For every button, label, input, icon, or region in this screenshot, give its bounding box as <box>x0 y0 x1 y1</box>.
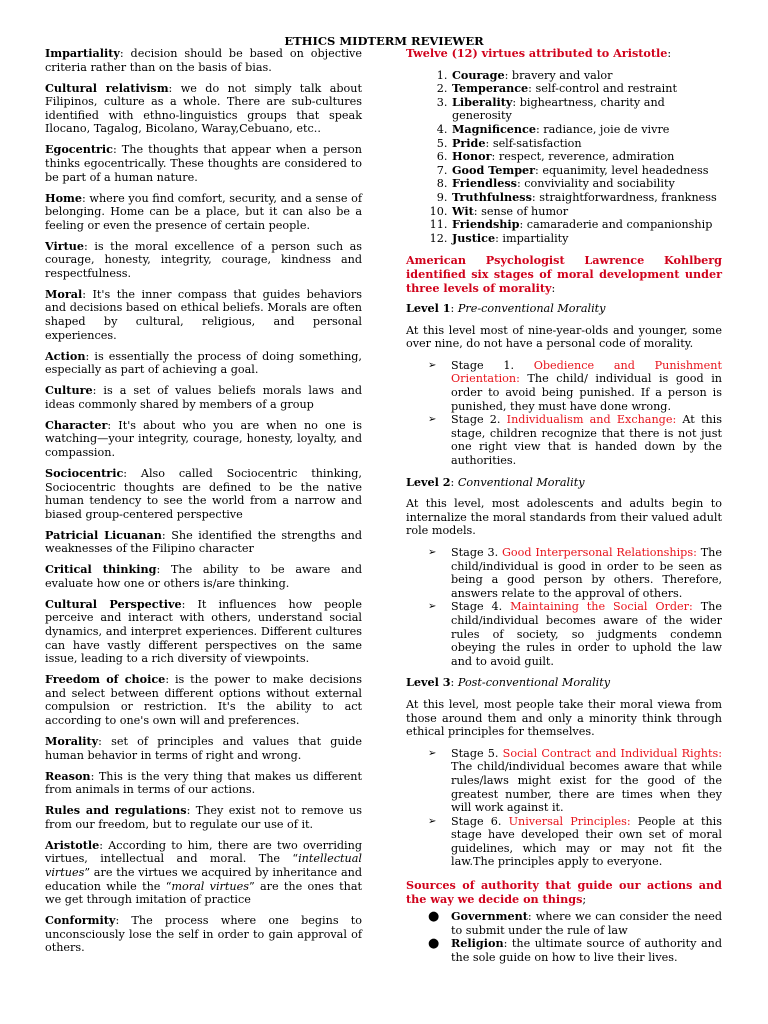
level-name: Pre-conventional Morality <box>457 302 606 316</box>
term: Home <box>45 190 82 205</box>
list-item <box>451 96 722 123</box>
level-3-title <box>406 676 722 690</box>
level-label: Level 3 <box>406 675 451 690</box>
virtue-name: Liberality <box>452 94 513 109</box>
virtue-name: Good Temper <box>452 162 536 177</box>
virtue-desc: : bigheartness, charity and generosity <box>452 95 665 123</box>
heading-colon: : <box>551 281 556 295</box>
definition-text: : is the power to make decisions and select between different options without external compulsion or restriction. It's the ability to act according to one's own will and preferences. <box>45 673 362 728</box>
definition-text: : According to him, there are two overriding virtues, intellectual and moral. The “ <box>45 838 362 866</box>
virtue-name: Magnificence <box>452 121 536 136</box>
term: Character <box>45 417 108 432</box>
virtue-desc: : camaraderie and companionship <box>519 218 713 232</box>
list-item <box>451 123 722 137</box>
list-item <box>428 359 722 413</box>
list-item <box>428 747 722 815</box>
heading-text: Twelve (12) virtues attributed to Aristotle <box>406 46 668 60</box>
sources-list <box>406 910 722 964</box>
definition-text: : we do not simply talk about Filipinos, culture as a whole. There are sub-cultures identified with ethno-linguistics groups that speak Ilocano, Tagalog, Bicolano, Waray,Cebuano, etc.. <box>45 81 362 136</box>
term: Impartiality <box>45 46 120 60</box>
definition-text: : She identified the strengths and weaknesses of the Filipino character <box>45 528 362 556</box>
stage-name: Good Interpersonal Relationships: <box>501 546 697 559</box>
definition-text: : It's the inner compass that guides behaviors and decisions based on ethical beliefs. Morals are often shaped by cultural, religious, and personal experiences. <box>45 287 362 342</box>
arrow-bullet-icon: ➢ <box>428 601 437 613</box>
level-3-stages <box>406 747 722 869</box>
list-item <box>451 82 722 96</box>
arrow-bullet-icon: ➢ <box>428 815 437 827</box>
source-name: Government <box>451 909 528 924</box>
kohlberg-heading <box>406 254 722 295</box>
definition-morality <box>45 735 362 762</box>
heading-text: Sources of authority that guide our actions and the way we decide on things <box>406 878 722 906</box>
virtue-name: Pride <box>452 135 486 150</box>
heading-text: American Psychologist Lawrence Kohlberg identified six stages of moral development under three levels of morality <box>406 253 722 295</box>
list-item <box>428 815 722 869</box>
definition-virtue <box>45 240 362 281</box>
term: Egocentric <box>45 142 113 157</box>
definition-text: : is essentially the process of doing something, especially as part of achieving a goal. <box>45 349 362 377</box>
virtue-name: Friendless <box>452 176 517 191</box>
list-item <box>451 164 722 178</box>
definition-text: ” are the virtues we acquired by inheritance and education while the “ <box>45 865 362 893</box>
definition-moral <box>45 288 362 342</box>
level-2-description: At this level, most adolescents and adults begin to internalize the moral standards from their valued adult role models. <box>406 497 722 538</box>
virtue-desc: : equanimity, level headedness <box>535 163 709 177</box>
arrow-bullet-icon: ➢ <box>428 414 437 426</box>
list-item <box>428 413 722 467</box>
term: Patricial Licuanan <box>45 527 162 542</box>
level-label: Level 1 <box>406 301 451 316</box>
term: Cultural relativism <box>45 80 169 95</box>
virtue-desc: : impartiality <box>495 231 569 245</box>
term: Freedom of choice <box>45 672 166 687</box>
list-item <box>428 546 722 600</box>
italic-term: moral virtues <box>171 879 249 893</box>
virtues-heading <box>406 47 722 61</box>
definition-cultural-relativism <box>45 82 362 136</box>
definition-text: : Also called Sociocentric thinking, Sociocentric thoughts are defined to be the native human tendency to see the world from a narrow and biased group-centered perspective <box>45 466 362 521</box>
page-title: ETHICS MIDTERM REVIEWER <box>284 34 484 48</box>
stage-number: Stage 2. <box>451 413 507 427</box>
term: Cultural Perspective <box>45 596 182 611</box>
list-item <box>451 137 722 151</box>
definition-aristotle <box>45 839 362 907</box>
term: Reason <box>45 768 91 783</box>
virtue-desc: : conviviality and sociability <box>516 177 675 191</box>
stage-number: Stage 6. <box>451 814 509 828</box>
virtue-desc: : self-satisfaction <box>485 136 582 150</box>
virtue-name: Temperance <box>452 81 529 96</box>
stage-text: People at this stage have developed their own set of moral guidelines, which may or may not fit the law.The principles apply to everyone. <box>451 814 722 869</box>
definition-text: ” are the ones that we get through imitation of practice <box>45 879 362 907</box>
stage-text: The child/ individual is good in order to avoid being punished. If a person is punished, they must have done wrong. <box>451 372 722 413</box>
definition-egocentric <box>45 143 362 184</box>
level-name: Post-conventional Morality <box>457 676 611 690</box>
virtue-name: Wit <box>452 203 474 218</box>
definition-text: : It influences how people perceive and interact with others, understand social dynamics, and interpret experiences. Different cultures can have vastly different perspectives on the same issue, leading to a rich diversity of viewpoints. <box>45 597 362 666</box>
definition-text: : is a set of values beliefs morals laws and ideas commonly shared by members of a group <box>45 384 362 411</box>
level-label: Level 2 <box>406 474 451 489</box>
definition-text: : The ability to be aware and evaluate how one or others is/are thinking. <box>45 563 362 590</box>
stage-number: Stage 4. <box>451 600 511 614</box>
list-item <box>451 218 722 232</box>
definition-sociocentric <box>45 467 362 521</box>
virtues-list <box>406 69 722 246</box>
virtue-name: Justice <box>452 230 496 245</box>
definition-conformity <box>45 914 362 955</box>
arrow-bullet-icon: ➢ <box>428 359 437 371</box>
list-item <box>428 937 722 964</box>
stage-text: The child/individual becomes aware that while rules/laws might exist for the good of the greatest number, there are times when they will work against it. <box>451 760 722 815</box>
stage-text: The child/individual becomes aware of the wider rules of society, so judgments condemn obeying the rules in order to uphold the law and to avoid guilt. <box>451 600 722 668</box>
virtue-name: Courage <box>452 67 505 82</box>
term: Action <box>45 348 86 363</box>
level-1-title <box>406 302 722 316</box>
definition-text: : set of principles and values that guide human behavior in terms of right and wrong. <box>45 735 362 762</box>
virtue-desc: : straightforwardness, frankness <box>531 190 717 204</box>
definition-text: : They exist not to remove us from our freedom, but to regulate our use of it. <box>45 804 363 831</box>
stage-name: Individualism and Exchange: <box>506 413 677 427</box>
virtue-desc: : radiance, joie de vivre <box>535 122 670 136</box>
definition-action <box>45 350 362 377</box>
level-name: Conventional Morality <box>457 475 585 489</box>
list-item <box>451 232 722 246</box>
stage-text: At this stage, children recognize that there is not just one right view that is handed down by the authorities. <box>451 413 722 468</box>
term: Moral <box>45 286 83 301</box>
source-name: Religion <box>451 936 504 951</box>
definition-home <box>45 192 362 233</box>
definition-reason <box>45 770 362 797</box>
virtue-desc: : self-control and restraint <box>528 82 677 96</box>
source-desc: : where we can consider the need to submit under the rule of law <box>451 910 722 937</box>
level-sep: : <box>450 302 458 316</box>
level-1-description: At this level most of nine-year-olds and younger, some over nine, do not have a personal code of morality. <box>406 323 722 351</box>
heading-colon: : <box>667 47 672 60</box>
stage-name: Maintaining the Social Order: <box>510 600 693 614</box>
term: Virtue <box>45 238 85 253</box>
definition-culture <box>45 384 362 411</box>
definition-cultural-perspective <box>45 598 362 666</box>
italic-term: intellectual virtues <box>45 852 362 879</box>
stage-name: Social Contract and Individual Rights: <box>502 746 722 760</box>
level-2-title <box>406 476 722 490</box>
definition-text: : decision should be based on objective criteria rather than on the basis of bias. <box>45 47 362 74</box>
definitions-column <box>45 47 362 962</box>
term: Morality <box>45 734 99 748</box>
heading-colon: ; <box>582 892 587 906</box>
term: Conformity <box>45 913 116 928</box>
virtue-desc: : respect, reverence, admiration <box>491 150 675 164</box>
definition-character <box>45 419 362 460</box>
stage-number: Stage 3. <box>451 546 502 559</box>
definition-text: : The thoughts that appear when a person thinks egocentrically. These thoughts are considered to be part of a human nature. <box>45 143 362 184</box>
list-item <box>451 205 722 219</box>
list-item <box>451 150 722 164</box>
level-3-description: At this level, most people take their moral viewa from those around them and only a minority think through ethical principles for themselves. <box>406 697 722 739</box>
stage-number: Stage 5. <box>451 746 503 760</box>
virtue-desc: : bravery and valor <box>504 68 613 82</box>
definition-critical-thinking <box>45 563 362 590</box>
definition-patricial-licuanan <box>45 529 362 556</box>
term: Culture <box>45 383 93 398</box>
source-desc: : the ultimate source of authority and the sole guide on how to live their lives. <box>451 937 722 965</box>
definition-text: : The process where one begins to unconsciously lose the self in order to gain approval of others. <box>45 914 362 955</box>
stage-name: Universal Principles: <box>508 814 631 828</box>
level-1-stages <box>406 359 722 468</box>
term: Aristotle <box>45 837 100 852</box>
dot-bullet-icon: ● <box>428 936 440 952</box>
stage-name: Obedience and Punishment Orientation: <box>451 358 722 386</box>
definition-text: : This is the very thing that makes us different from animals in terms of our actions. <box>45 769 362 797</box>
arrow-bullet-icon: ➢ <box>428 547 437 558</box>
sources-heading <box>406 879 722 906</box>
topics-column <box>406 47 722 965</box>
definition-text: : It's about who you are when no one is watching—your integrity, courage, honesty, loyalty, and compassion. <box>45 418 362 459</box>
level-2-stages <box>406 546 722 668</box>
list-item <box>451 191 722 205</box>
term: Critical thinking <box>45 562 157 577</box>
term: Rules and regulations <box>45 803 187 818</box>
virtue-name: Honor <box>452 149 492 164</box>
virtue-name: Truthfulness <box>452 189 532 204</box>
stage-number: Stage 1. <box>451 358 534 372</box>
list-item <box>428 600 722 668</box>
definition-rules-and-regulations <box>45 804 362 831</box>
level-sep: : <box>450 676 458 690</box>
definition-text: : is the moral excellence of a person such as courage, honesty, integrity, courage, kindness and respectfulness. <box>45 239 362 280</box>
definition-freedom-of-choice <box>45 673 362 727</box>
arrow-bullet-icon: ➢ <box>428 747 437 759</box>
list-item <box>451 177 722 191</box>
virtue-name: Friendship <box>452 217 520 232</box>
level-sep: : <box>450 475 458 489</box>
stage-text: The child/individual is good in order to be seen as being a good person by others. Therefore, answers relate to the approval of others. <box>451 546 722 600</box>
virtue-desc: : sense of humor <box>473 204 569 218</box>
list-item <box>428 910 722 937</box>
term: Sociocentric <box>45 465 124 480</box>
list-item <box>451 69 722 83</box>
definition-impartiality <box>45 47 362 74</box>
dot-bullet-icon: ● <box>428 909 440 925</box>
definition-text: : where you find comfort, security, and a sense of belonging. Home can be a place, but it can also be a feeling or even the presence of certain people. <box>45 191 362 232</box>
